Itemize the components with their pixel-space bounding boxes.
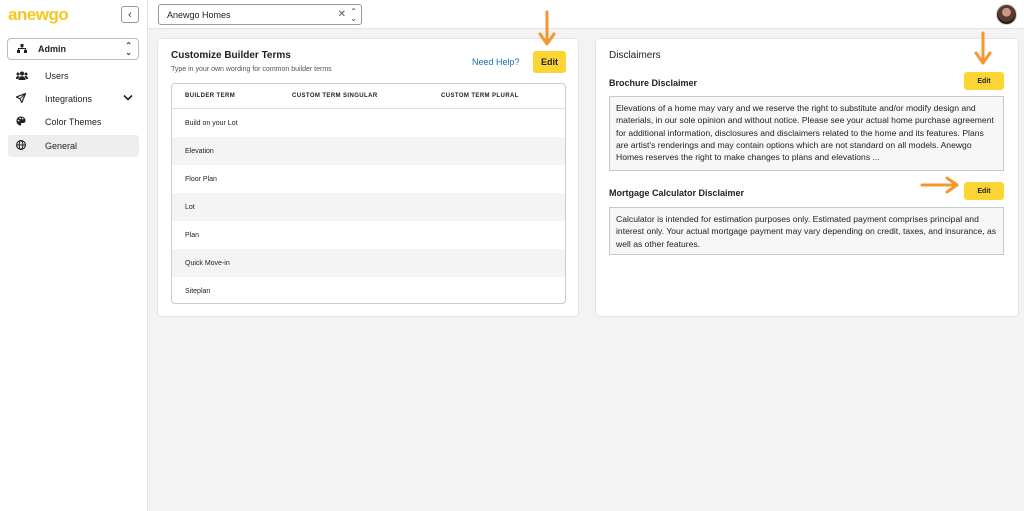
sidebar-item-users[interactable]: [8, 65, 139, 87]
column-header: CUSTOM TERM PLURAL: [441, 93, 519, 99]
need-help-link[interactable]: Need Help?: [472, 57, 520, 67]
sidebar-item-color-themes[interactable]: [8, 111, 139, 133]
chevron-down-icon[interactable]: [123, 92, 133, 104]
sidebar-item-label: Users: [45, 71, 69, 81]
builder-terms-subtitle: Type in your own wording for common builder terms: [171, 66, 332, 73]
table-row[interactable]: Elevation: [172, 137, 565, 165]
brochure-edit-button[interactable]: Edit: [964, 72, 1004, 90]
mortgage-disclaimer-text[interactable]: Calculator is intended for estimation purposes only. Estimated payment comprises principal and interest only. Your actual mortgage payment may vary depending on credit, taxes, and insurance, as well as other features.: [609, 207, 1004, 255]
sidebar: [0, 0, 148, 511]
users-icon: [16, 71, 30, 82]
send-icon: [16, 93, 30, 105]
workspace-select[interactable]: [7, 38, 139, 60]
arrow-down-icon: [974, 31, 992, 67]
app-logo[interactable]: anewgo: [8, 5, 69, 24]
top-bar: [148, 0, 1024, 29]
column-header: CUSTOM TERM SINGULAR: [292, 93, 378, 99]
sidebar-item-label: Integrations: [45, 94, 93, 104]
table-row[interactable]: Quick Move-in: [172, 249, 565, 277]
builder-select-value: Anewgo Homes: [167, 9, 231, 20]
table-row[interactable]: Floor Plan: [185, 175, 217, 183]
builder-select[interactable]: [158, 4, 362, 25]
globe-icon: [16, 140, 30, 152]
table-row[interactable]: Plan: [185, 231, 200, 239]
mortgage-disclaimer-label: Mortgage Calculator Disclaimer: [609, 188, 745, 198]
palette-icon: [16, 116, 30, 128]
builder-terms-table: [171, 83, 566, 304]
sidebar-item-integrations[interactable]: [8, 88, 139, 110]
arrow-down-icon: [538, 10, 556, 48]
clear-icon[interactable]: ✕: [337, 9, 346, 20]
sidebar-item-label: Color Themes: [45, 117, 102, 127]
sidebar-item-label: General: [45, 141, 78, 151]
workspace-label: Admin: [38, 44, 66, 54]
table-row[interactable]: Build on your Lot: [185, 119, 238, 127]
updown-chevron-icon: ⌃ ⌄: [125, 41, 132, 57]
builder-terms-title: Customize Builder Terms: [171, 50, 291, 61]
table-row[interactable]: Lot: [172, 193, 565, 221]
builder-terms-edit-button[interactable]: Edit: [533, 51, 566, 73]
updown-chevron-icon: ⌃ ⌄: [350, 7, 357, 23]
table-row[interactable]: Siteplan: [185, 287, 211, 295]
brochure-disclaimer-label: Brochure Disclaimer: [609, 78, 698, 88]
avatar[interactable]: [996, 4, 1017, 25]
brochure-disclaimer-text[interactable]: Elevations of a home may vary and we reserve the right to substitute and/or modify design and materials, in our sole opinion and without notice. Please see your actual home purchase agreement for additional information, disclosures and disclaimers related to the home and its features. Plans are artist's renderings and may contain options which are not standard on all models. Anewgo Homes reserves the right to make changes to plans and elevations ...: [609, 96, 1004, 171]
sitemap-icon: [17, 44, 29, 55]
table-header: [172, 84, 565, 109]
mortgage-edit-button[interactable]: Edit: [964, 182, 1004, 200]
collapse-sidebar-button[interactable]: [121, 6, 139, 23]
sidebar-item-general[interactable]: [8, 135, 139, 157]
column-header: BUILDER TERM: [185, 93, 236, 99]
disclaimers-title: Disclaimers: [609, 50, 661, 61]
arrow-right-icon: [920, 176, 960, 194]
chevron-left-icon: ‹: [128, 8, 132, 21]
builder-terms-card: [157, 38, 579, 317]
